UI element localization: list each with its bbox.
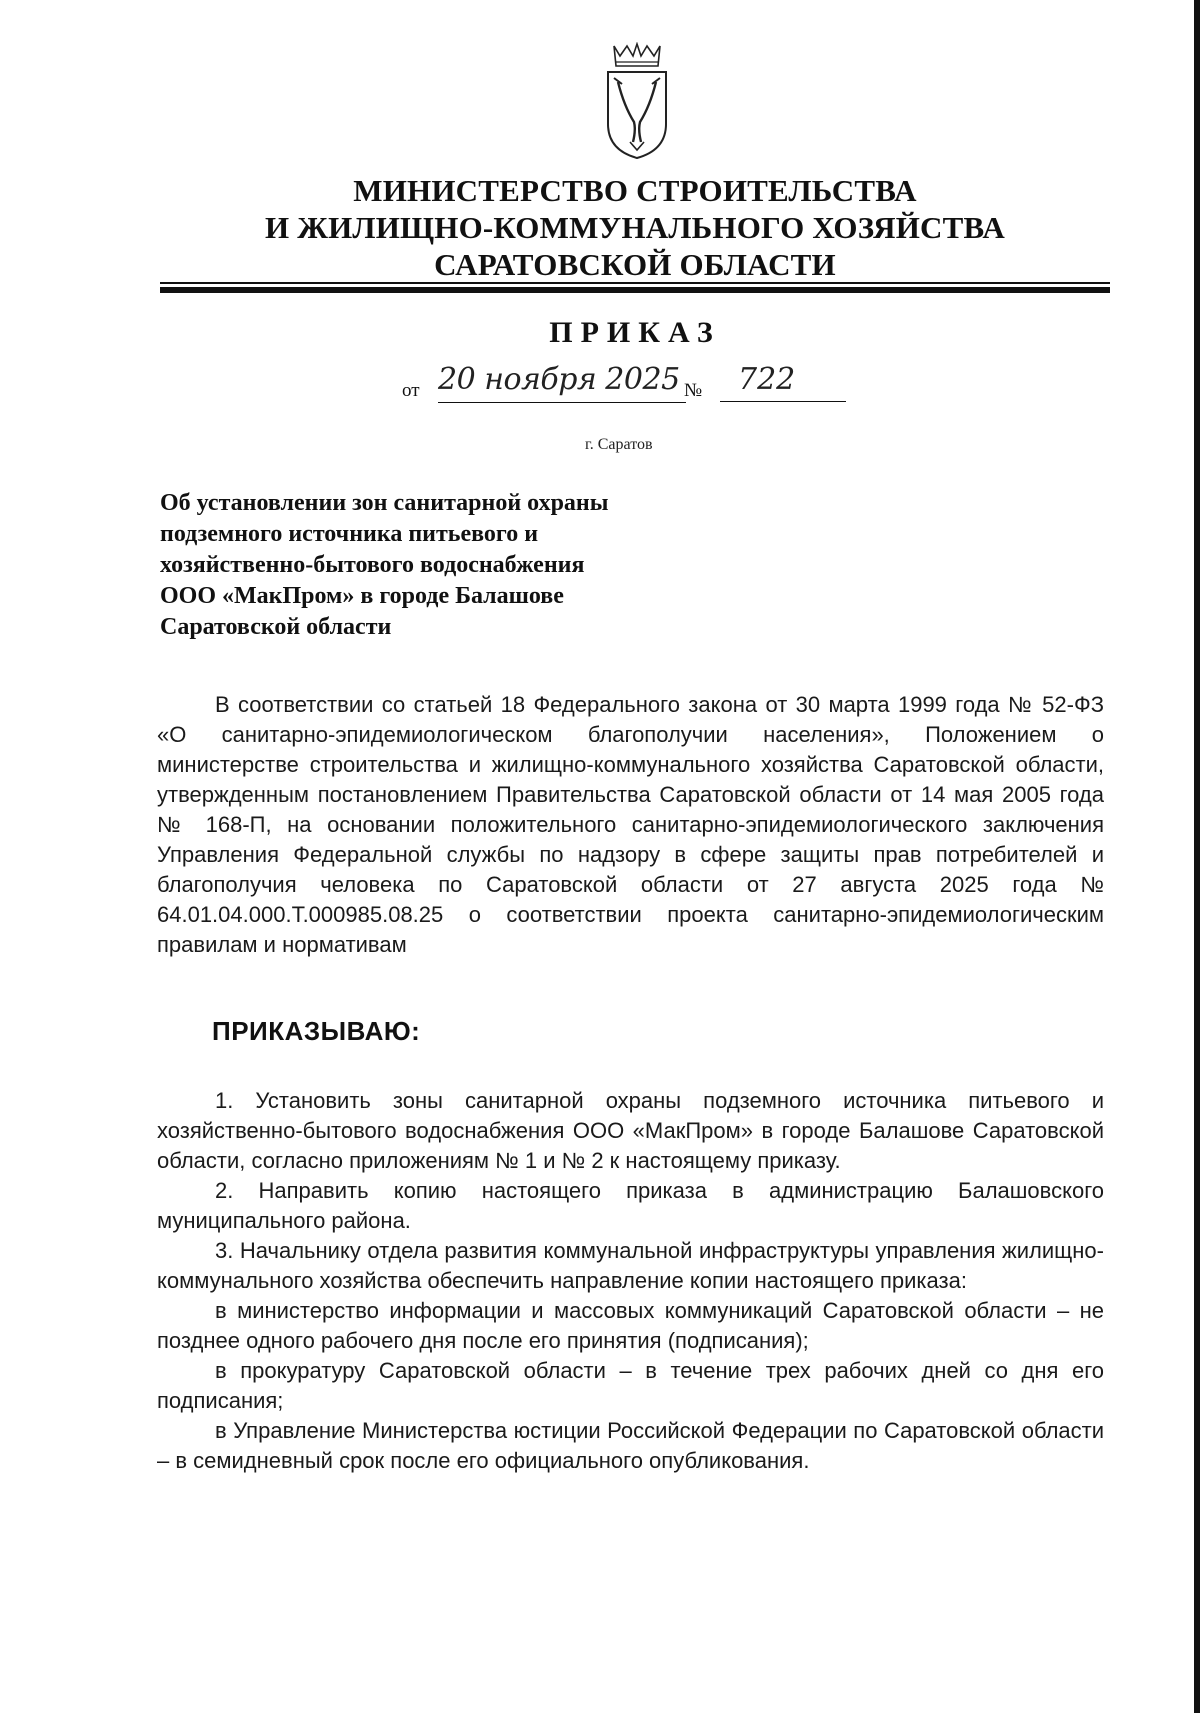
preamble [157, 690, 1104, 960]
order-item-1: 1. Установить зоны санитарной охраны подземного источника питьевого и хозяйственно-бытового водоснабжения ООО «МакПром» в городе Балашове Саратовской области, согласно приложениям № 1 и № 2 к настоящему приказу. [157, 1088, 1104, 1173]
ministry-line-3: САРАТОВСКОЙ ОБЛАСТИ [434, 247, 836, 282]
ministry-line-2: И ЖИЛИЩНО-КОММУНАЛЬНОГО ХОЗЯЙСТВА [264, 210, 1006, 245]
date-prefix: от [402, 380, 420, 401]
subject-line-3: хозяйственно-бытового водоснабжения [160, 552, 585, 578]
subject-line-1: Об установлении зон санитарной охраны [160, 490, 609, 516]
order-item-3-recipient-2: в прокуратуру Саратовской области – в течение трех рабочих дней со дня его подписания; [157, 1358, 1104, 1413]
subject-line-2: подземного источника питьевого и [160, 521, 539, 547]
date-number-line [380, 364, 900, 412]
subject-line-4: ООО «МакПром» в городе Балашове [160, 583, 564, 609]
order-items [157, 1086, 1104, 1476]
city: г. Саратов [585, 436, 653, 453]
order-word: ПРИКАЗЫВАЮ: [212, 1016, 421, 1046]
order-item-2: 2. Направить копию настоящего приказа в администрацию Балашовского муниципального района. [157, 1178, 1104, 1233]
header-divider-thick [160, 287, 1110, 293]
document-subject [160, 488, 720, 643]
handwritten-number: 722 [720, 362, 846, 402]
ministry-line-1: МИНИСТЕРСТВО СТРОИТЕЛЬСТВА [353, 173, 917, 208]
saratov-coat-of-arms-icon [600, 42, 674, 160]
handwritten-date: 20 ноября 2025 [438, 362, 686, 403]
order-item-3: 3. Начальнику отдела развития коммунальной инфраструктуры управления жилищно-коммунального хозяйства обеспечить направление копии настоящего приказа: [157, 1238, 1104, 1293]
header-divider-thin [160, 282, 1110, 284]
order-item-3-recipient-1: в министерство информации и массовых коммуникаций Саратовской области – не позднее одного рабочего дня после его принятия (подписания); [157, 1298, 1104, 1353]
order-item-3-recipient-3: в Управление Министерства юстиции Российской Федерации по Саратовской области – в семидневный срок после его официального опубликования. [157, 1418, 1104, 1473]
preamble-text: В соответствии со статьей 18 Федерального закона от 30 марта 1999 года № 52-ФЗ «О санитарно-эпидемиологическом благополучии населения», Положением о министерстве строительства и жилищно-коммунального хозяйства Саратовской области, утвержденным постановлением Правительства Саратовской области от 14 мая 2005 года № 168-П, на основании положительного санитарно-эпидемиологического заключения Управления Федеральной службы по надзору в сфере защиты прав потребителей и благополучия человека по Саратовской области от 27 августа 2025 года № 64.01.04.000.Т.000985.08.25 о соответствии проекта санитарно-эпидемиологическим правилам и нормативам [157, 692, 1104, 957]
document-type: ПРИКАЗ [549, 316, 721, 349]
scan-edge [1194, 0, 1200, 1713]
subject-line-5: Саратовской области [160, 614, 392, 640]
number-prefix: № [684, 380, 703, 401]
ministry-name [150, 172, 1120, 283]
